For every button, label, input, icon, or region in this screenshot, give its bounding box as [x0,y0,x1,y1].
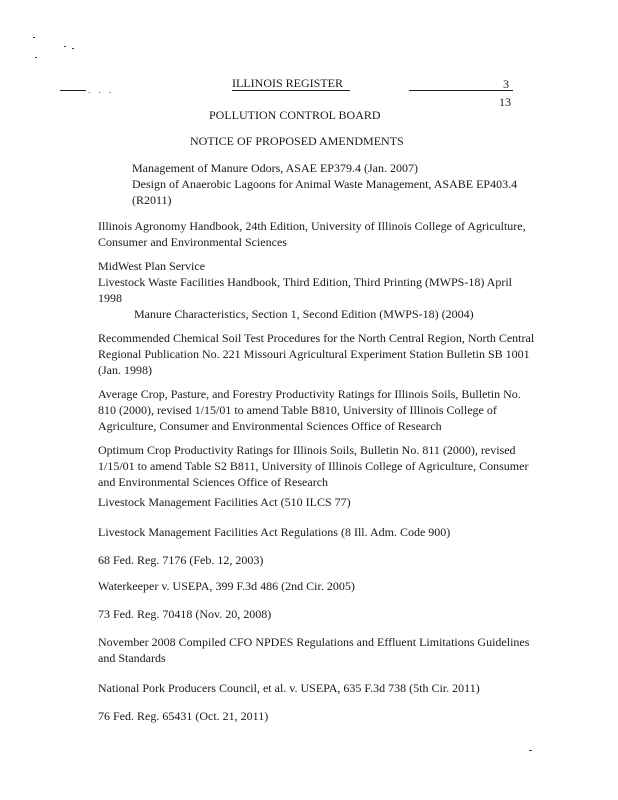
reference-entry: November 2008 Compiled CFO NPDES Regulations and Effluent Limitations Guidelines and Standards [98,635,530,665]
scan-speck [64,46,66,47]
reference-entry: Design of Anaerobic Lagoons for Animal Waste Management, ASABE EP403.4 (R2011) [132,177,518,207]
board-title: POLLUTION CONTROL BOARD [209,108,381,122]
reference-entry: 73 Fed. Reg. 70418 (Nov. 20, 2008) [98,607,272,621]
page-number-rule [409,90,513,91]
reference-entry: Livestock Waste Facilities Handbook, Third Edition, Third Printing (MWPS-18) April 1998 [98,275,512,305]
reference-entry: Management of Manure Odors, ASAE EP379.4 (Jan. 2007) [132,161,418,175]
reference-entry: 76 Fed. Reg. 65431 (Oct. 21, 2011) [98,709,269,723]
reference-entry: Livestock Management Facilities Act (510 ILCS 77) [98,495,351,509]
reference-entry: Waterkeeper v. USEPA, 399 F.3d 486 (2nd Cir. 2005) [98,579,355,593]
reference-entry: MidWest Plan Service [98,259,206,273]
scan-speck [35,57,37,58]
issue-number: 13 [499,95,511,109]
reference-entry: Average Crop, Pasture, and Forestry Productivity Ratings for Illinois Soils, Bulletin No. 810 (2000), revised 1/15/01 to amend Table B810, University of Illinois College of Agriculture, Consumer and Environmental Sciences Office of Research [98,387,521,433]
reference-entry: Manure Characteristics, Section 1, Second Edition (MWPS-18) (2004) [134,307,474,321]
scan-speck [33,37,35,38]
reference-entry: Recommended Chemical Soil Test Procedures for the North Central Region, North Central Regional Publication No. 221 Missouri Agricultural Experiment Station Bulletin SB 1001 (Jan. 1998) [98,331,535,377]
scan-speck [72,48,74,49]
header-scan-dots: . . . [88,85,115,95]
page-number: 3 [503,77,509,91]
scan-mark [529,750,532,751]
reference-entry: Illinois Agronomy Handbook, 24th Edition, University of Illinois College of Agriculture, Consumer and Environmental Sciences [98,219,526,249]
notice-title: NOTICE OF PROPOSED AMENDMENTS [190,134,404,148]
reference-entry: National Pork Producers Council, et al. v. USEPA, 635 F.3d 738 (5th Cir. 2011) [98,681,480,695]
register-title: ILLINOIS REGISTER [232,77,350,91]
header-rule-left [60,90,86,91]
reference-entry: 68 Fed. Reg. 7176 (Feb. 12, 2003) [98,553,264,567]
reference-entry: Optimum Crop Productivity Ratings for Illinois Soils, Bulletin No. 811 (2000), revised 1/15/01 to amend Table S2 B811, University of Illinois College of Agriculture, Consumer and Environmental Sciences Office of Research [98,443,529,489]
reference-entry: Livestock Management Facilities Act Regulations (8 Ill. Adm. Code 900) [98,525,451,539]
